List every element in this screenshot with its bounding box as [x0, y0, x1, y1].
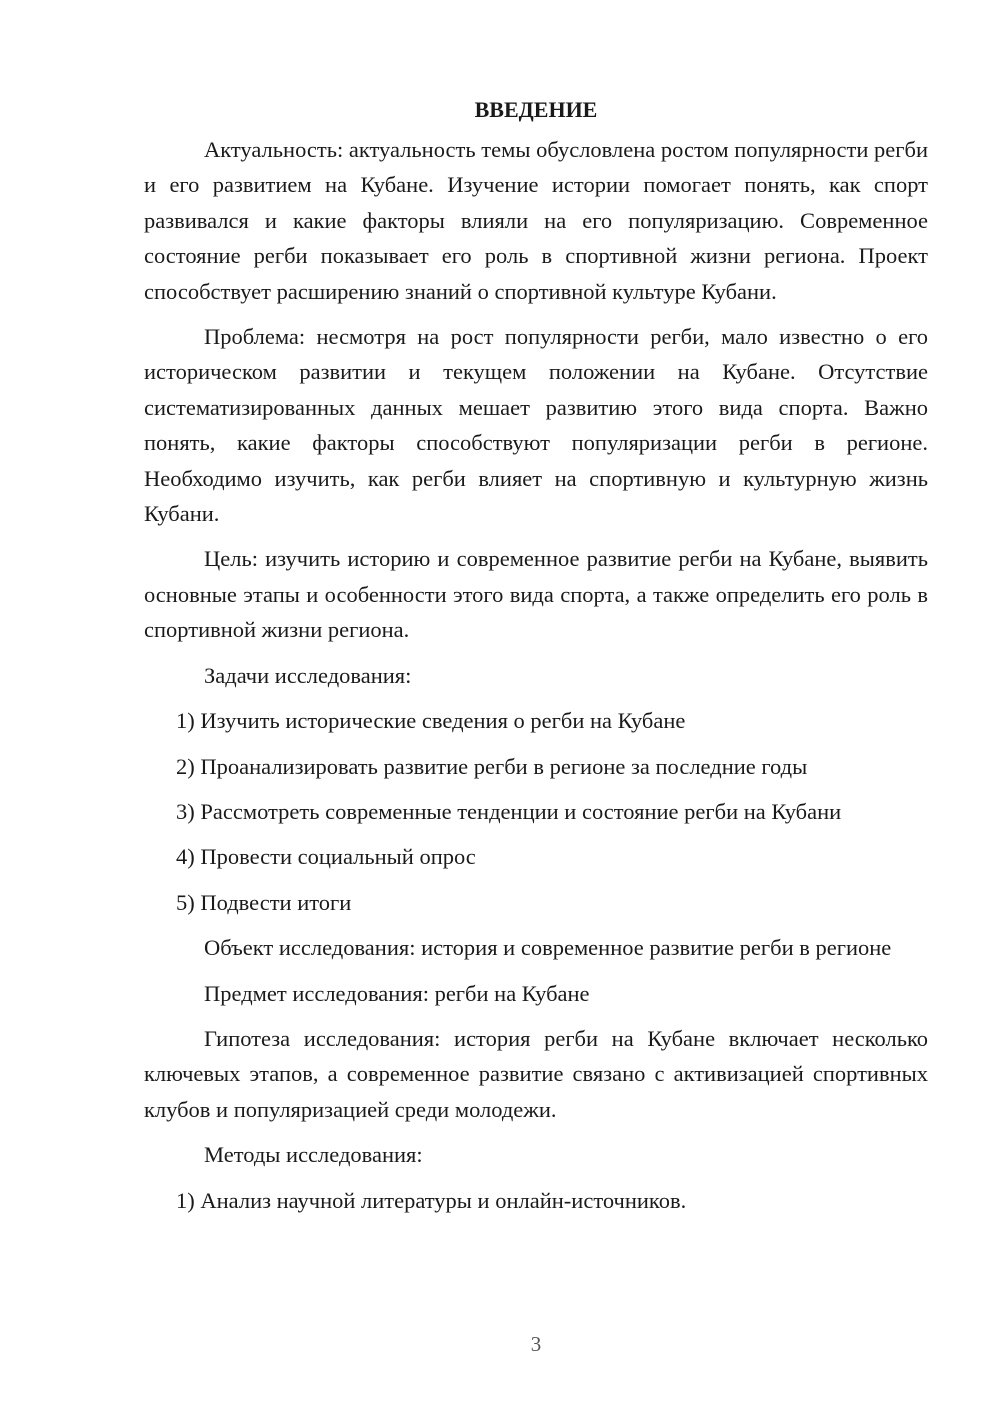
- goal-paragraph: Цель: изучить историю и современное развитие регби на Кубане, выявить основные этапы и особенности этого вида спорта, а также определить его роль в спортивной жизни региона.: [144, 546, 928, 643]
- tasks-heading: Задачи исследования:: [204, 662, 412, 688]
- problem-paragraph: Проблема: несмотря на рост популярности регби, мало известно о его историческом развитии и текущем положении на Кубане. Отсутствие систематизированных данных мешает развитию этого вида спорта. Важно понять, какие факторы способствуют популяризации регби в регионе. Необходимо изучить, как регби влияет на спортивную и культурную жизнь Кубани.: [144, 324, 928, 527]
- page-body: [144, 92, 928, 1218]
- object-paragraph: Объект исследования: история и современное развитие регби в регионе: [204, 935, 892, 961]
- page-title: ВВЕДЕНИЕ: [474, 97, 598, 122]
- task-item: 5) Подвести итоги: [176, 889, 352, 915]
- task-item: 2) Проанализировать развитие регби в регионе за последние годы: [176, 753, 808, 779]
- task-item: 4) Провести социальный опрос: [176, 844, 476, 870]
- method-item: 1) Анализ научной литературы и онлайн-источников.: [176, 1187, 687, 1213]
- task-item: 3) Рассмотреть современные тенденции и состояние регби на Кубани: [176, 798, 842, 824]
- methods-heading: Методы исследования:: [204, 1142, 423, 1168]
- relevance-paragraph: Актуальность: актуальность темы обусловлена ростом популярности регби и его развитием на Кубане. Изучение истории помогает понять, как спорт развивался и какие факторы влияли на его популяризацию. Современное состояние регби показывает его роль в спортивной жизни региона. Проект способствует расширению знаний о спортивной культуре Кубани.: [144, 137, 928, 304]
- page-number: 3: [530, 1332, 542, 1356]
- hypothesis-paragraph: Гипотеза исследования: история регби на Кубане включает несколько ключевых этапов, а современное развитие связано с активизацией спортивных клубов и популяризацией среди молодежи.: [144, 1025, 928, 1122]
- task-item: 1) Изучить исторические сведения о регби на Кубане: [176, 708, 686, 734]
- subject-paragraph: Предмет исследования: регби на Кубане: [204, 980, 590, 1006]
